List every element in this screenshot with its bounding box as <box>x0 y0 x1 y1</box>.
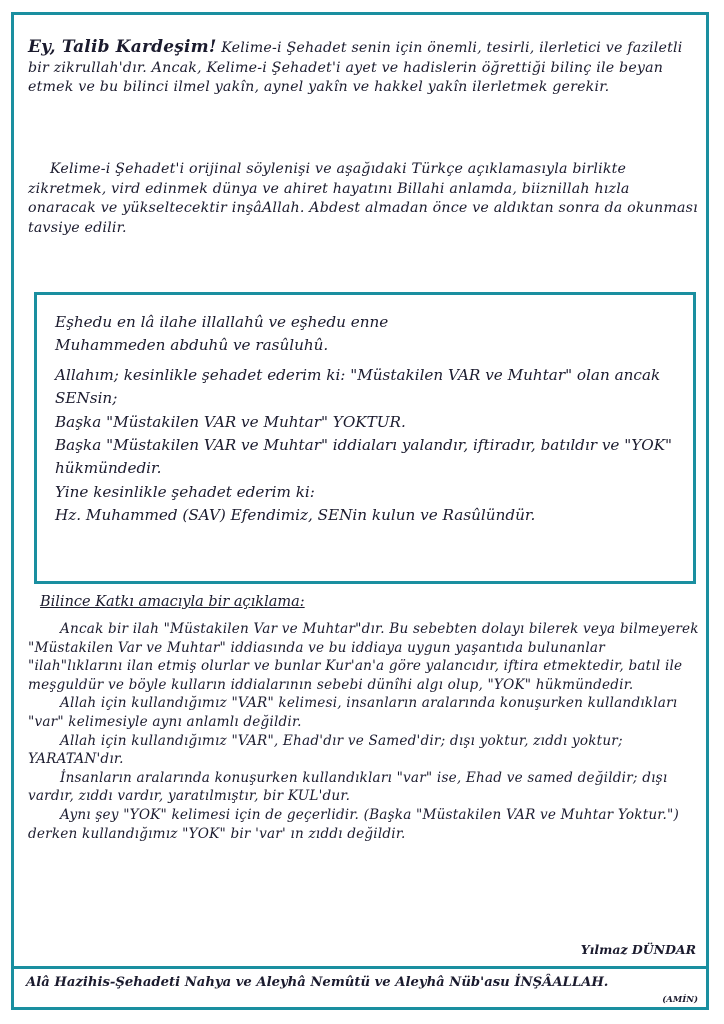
footer-amin: (AMİN) <box>662 995 698 1005</box>
shahada-box <box>34 292 696 584</box>
explanation-paragraph: Allah için kullandığımız "VAR", Ehad'dır ve Samed'dir; dışı yoktur, zıddı yoktur; YARATAN'dır. <box>28 732 623 768</box>
explanation-paragraph: Ancak bir ilah "Müstakilen Var ve Muhtar"dır. Bu sebebten dolayı bilerek veya bilmeyerek "Müstakilen Var ve Muhtar" iddiasında ve bu iddiaya uygun yaşantıda bulunanlar "ilah"lıklarını ilan etmiş olurlar ve bunlar Kur'an'a göre yalancıdır, iftira etmektedir, batıl ile meşguldür ve böyle kulların iddialarının sebebi dünîhi algı olup, "YOK" hükmündedir. <box>28 621 699 693</box>
shahada-turkish-line-3: Başka "Müstakilen VAR ve Muhtar" iddiaları yalandır, iftiradır, batıldır ve "YOK" hükmündedir. <box>55 436 673 478</box>
explanation-paragraph: Allah için kullandığımız "VAR" kelimesi, insanların aralarında konuşurken kullandıkları "var" kelimesiyle aynı anlamlı değildir. <box>28 695 678 730</box>
author-signature: Yılmaz DÜNDAR <box>580 942 696 957</box>
explanation-heading: Bilince Katkı amacıyla bir açıklama: <box>40 594 305 610</box>
footer-prayer: Alâ Hazihis-Şehadeti Nahya ve Aleyhâ Nemûtü ve Aleyhâ Nüb'asu İNŞÂALLAH. <box>26 975 609 990</box>
intro-paragraph-2: Kelime-i Şehadet'i orijinal söylenişi ve aşağıdaki Türkçe açıklamasıyla birlikte zikretmek, vird edinmek dünya ve ahiret hayatını Billahi anlamda, biiznillah hızla onaracak ve yükseltecektir inşâAllah. Abdest almadan önce ve aldıktan sonra da okunması tavsiye edilir. <box>28 161 698 236</box>
shahada-turkish-line-2: Başka "Müstakilen VAR ve Muhtar" YOKTUR. <box>55 412 406 431</box>
intro-paragraph-1 <box>28 38 700 98</box>
shahada-arabic-line-2: Muhammeden abduhû ve rasûluhû. <box>55 336 329 355</box>
explanation-paragraph: Aynı şey "YOK" kelimesi için de geçerlidir. (Başka "Müstakilen VAR ve Muhtar Yoktur.") derken kullandığımız "YOK" bir 'var' ın zıddı değildir. <box>28 806 679 842</box>
shahada-arabic-line-1: Eşhedu en lâ ilahe illallahû ve eşhedu enne <box>55 313 389 331</box>
footer-divider <box>11 966 709 969</box>
intro-title: Ey, Talib Kardeşim! <box>28 37 217 57</box>
shahada-turkish-line-4: Yine kesinlikle şehadet ederim ki: <box>55 482 315 501</box>
shahada-turkish-line-5: Hz. Muhammed (SAV) Efendimiz, SENin kulun ve Rasûlündür. <box>55 506 536 525</box>
explanation-paragraph: İnsanların aralarında konuşurken kullandıkları "var" ise, Ehad ve samed değildir; dışı vardır, zıddı vardır, yaratılmıştır, bir KUL'dur. <box>28 769 668 805</box>
shahada-turkish-line-1: Allahım; kesinlikle şehadet ederim ki: "Müstakilen VAR ve Muhtar" olan ancak SENsin; <box>55 365 661 408</box>
explanation-body <box>28 620 700 843</box>
intro-paragraph-1-text: Kelime-i Şehadet senin için önemli, tesirli, ilerletici ve faziletli bir zikrullah'dır. Ancak, Kelime-i Şehadet'i ayet ve hadislerin öğrettiği bilinç ile beyan etmek ve bu bilinci ilmel yakîn, aynel yakîn ve hakkel yakîn ilerletmek gerekir. <box>28 40 683 95</box>
